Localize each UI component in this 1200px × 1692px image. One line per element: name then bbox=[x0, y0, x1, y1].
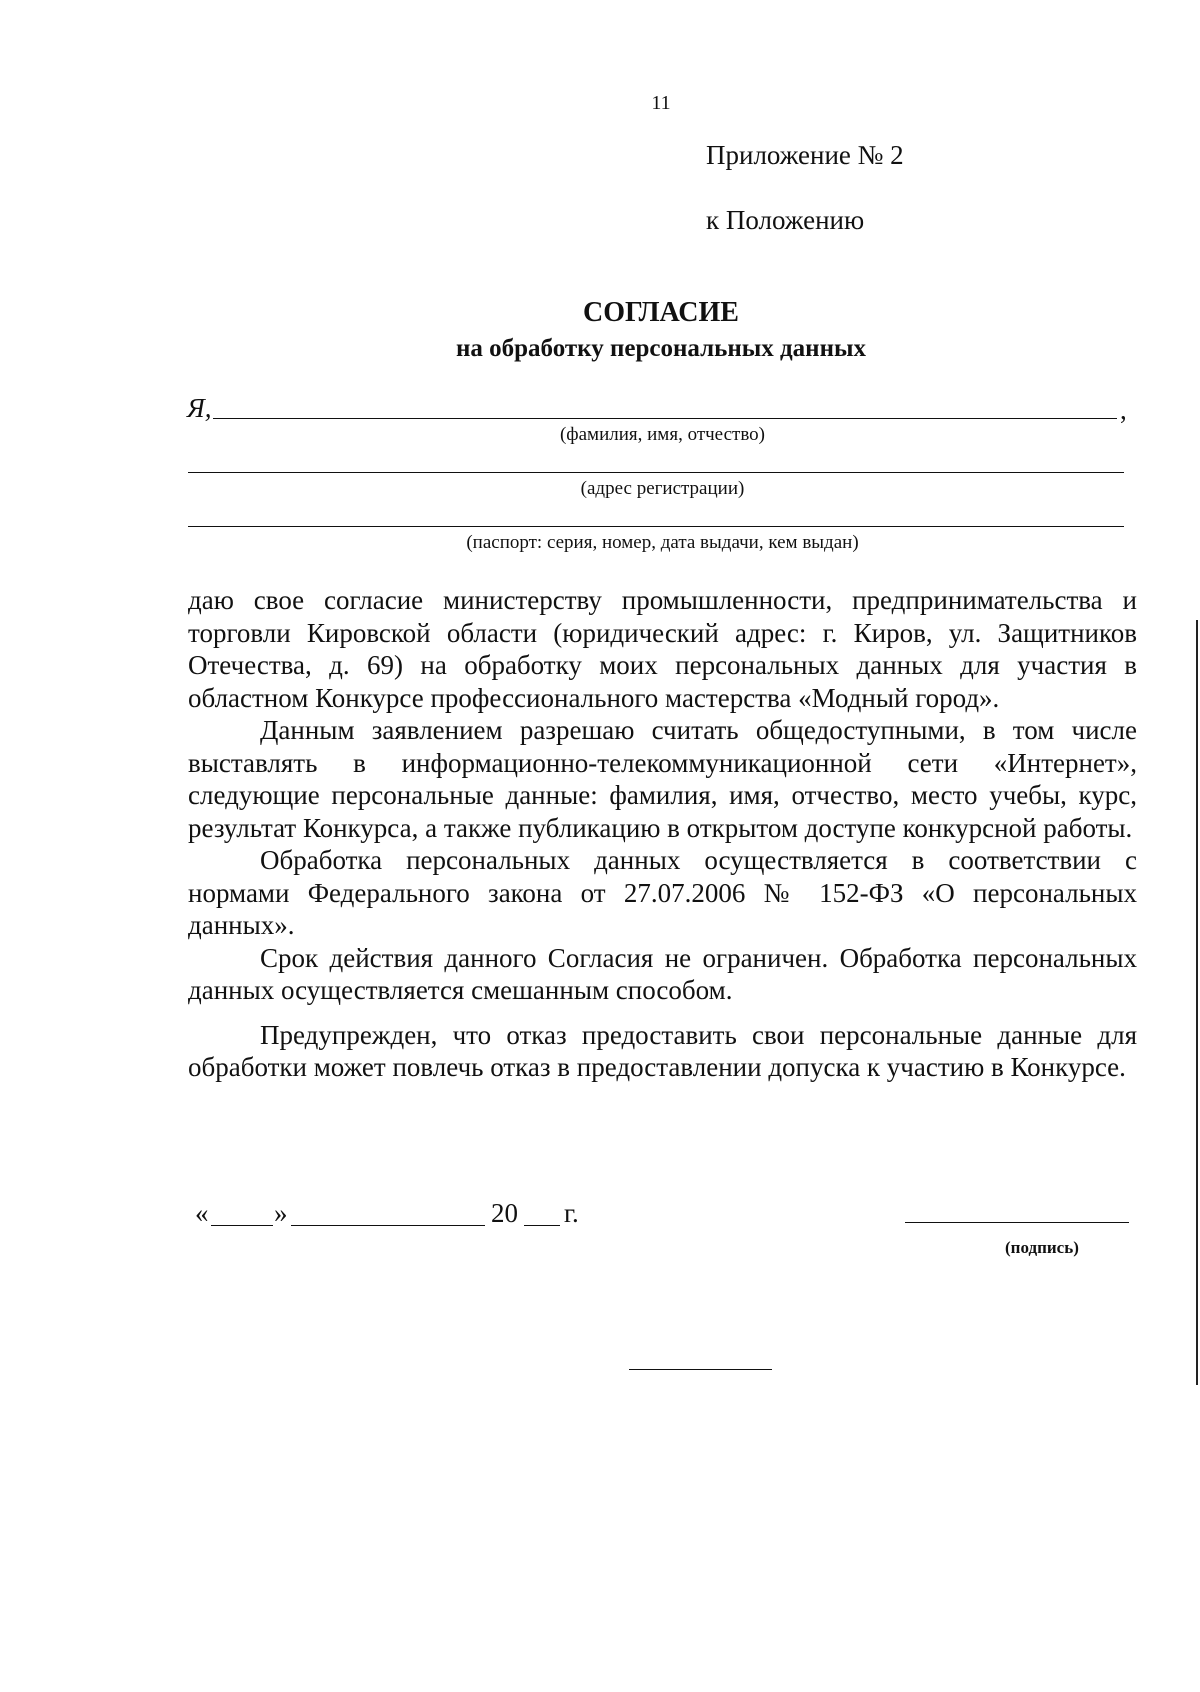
consent-paragraph-3: Обработка персональных данных осуществляется в соответствии с нормами Федерального закона от 27.07.2006 № 152-ФЗ «О персональных данных». bbox=[188, 845, 1137, 940]
page-number: 11 bbox=[651, 92, 671, 114]
address-field-line[interactable] bbox=[188, 472, 1124, 473]
date-quote-open: « bbox=[195, 1198, 209, 1228]
form-comma: , bbox=[1120, 395, 1127, 425]
consent-paragraph-1: даю свое согласие министерству промышленности, предпринимательства и торговли Кировской области (юридический адрес: г. Киров, ул. Защитников Отечества, д. 69) на обработку моих персональных данных для участия в областном Конкурсе профессионального мастерства «Модный город». bbox=[188, 585, 1137, 713]
signature-line[interactable] bbox=[905, 1222, 1129, 1223]
address-caption: (адрес регистрации) bbox=[580, 478, 745, 499]
form-prefix: Я, bbox=[187, 393, 212, 423]
signature-caption: (подпись) bbox=[1005, 1238, 1079, 1257]
date-year-suffix: г. bbox=[564, 1198, 579, 1228]
fio-caption: (фамилия, имя, отчество) bbox=[559, 424, 765, 445]
passport-caption: (паспорт: серия, номер, дата выдачи, кем выдан) bbox=[466, 532, 859, 553]
date-month-line[interactable] bbox=[291, 1225, 485, 1226]
consent-paragraph-4: Срок действия данного Согласия не ограничен. Обработка персональных данных осуществляется смешанным способом. bbox=[188, 942, 1137, 1005]
passport-field-line[interactable] bbox=[188, 526, 1124, 527]
date-day-line[interactable] bbox=[211, 1225, 273, 1226]
consent-paragraph-2: Данным заявлением разрешаю считать общедоступными, в том числе выставлять в информационно-телекоммуникационной сети «Интернет», следующие персональные данные: фамилия, имя, отчество, место учебы, курс, результат Конкурса, а также публикацию в открытом доступе конкурсной работы. bbox=[188, 715, 1137, 843]
consent-body bbox=[188, 584, 1137, 1084]
document-title: СОГЛАСИЕ bbox=[583, 297, 739, 328]
date-year-line[interactable] bbox=[524, 1225, 560, 1226]
appendix-label: Приложение № 2 bbox=[706, 140, 904, 170]
scan-edge-line bbox=[1196, 620, 1198, 1385]
end-divider bbox=[629, 1369, 772, 1370]
consent-paragraph-5: Предупрежден, что отказ предоставить свои персональные данные для обработки может повлечь отказ в предоставлении допуска к участию в Конкурсе. bbox=[188, 1019, 1137, 1082]
document-subtitle: на обработку персональных данных bbox=[456, 335, 866, 362]
fio-field-line[interactable] bbox=[213, 418, 1117, 419]
appendix-reference: к Положению bbox=[706, 205, 865, 235]
date-year-prefix: 20 bbox=[491, 1198, 518, 1228]
date-quote-close: » bbox=[274, 1198, 288, 1228]
